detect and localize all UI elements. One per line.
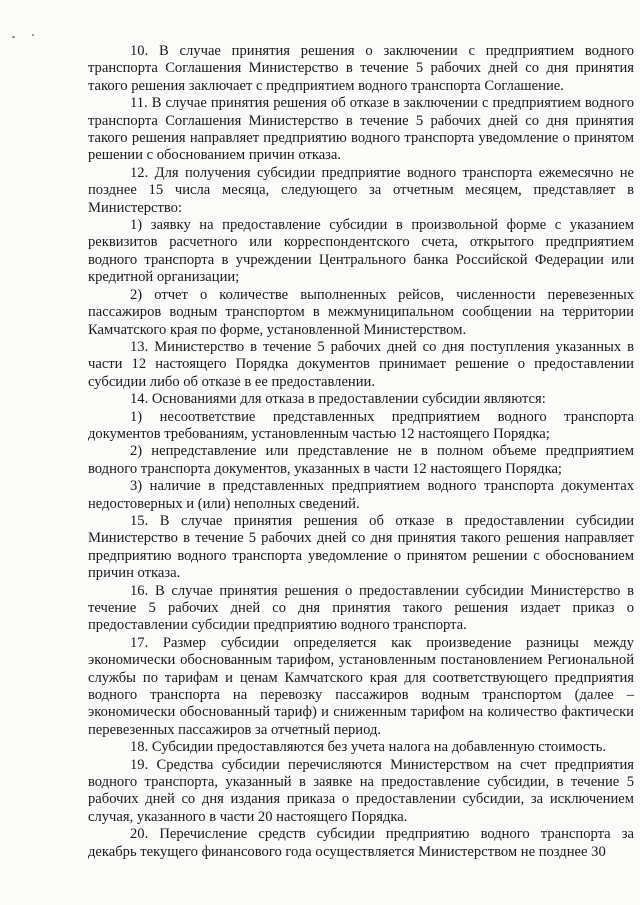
- paragraph-13: 13. Министерство в течение 5 рабочих дней со дня поступления указанных в части 12 настоящего Порядка документов принимает решение о предоставлении субсидии либо об отказе в ее предоставлении.: [88, 338, 634, 390]
- scan-speck: [32, 34, 34, 36]
- paragraph-15: 15. В случае принятия решения об отказе в предоставлении субсидии Министерство в течение 5 рабочих дней со дня принятия такого решения направляет предприятию водного транспорта уведомление о принятом решении с обоснованием причин отказа.: [88, 512, 634, 582]
- paragraph-10: 10. В случае принятия решения о заключении с предприятием водного транспорта Соглашения Министерство в течение 5 рабочих дней со дня принятия такого решения заключает с предприятием водного транспорта Соглашение.: [88, 43, 634, 94]
- paragraph-12-item-1: 1) заявку на предоставление субсидии в произвольной форме с указанием реквизитов расчетного или корреспондентского счета, открытого предприятием водного транспорта в учреждении Центрального банка Российской Федерации или кредитной организации;: [88, 217, 634, 286]
- paragraph-14: 14. Основаниями для отказа в предоставлении субсидии являются:: [130, 391, 546, 408]
- paragraph-19: 19. Средства субсидии перечисляются Министерством на счет предприятия водного транспорта, указанный в заявке на предоставление субсидии, в течение 5 рабочих дней со дня издания приказа о предоставлении субсидии, за исключением случая, указанного в части 20 настоящего Порядка.: [88, 756, 634, 825]
- document-body: [88, 43, 634, 861]
- scan-speck: [12, 36, 15, 38]
- paragraph-12: 12. Для получения субсидии предприятие водного транспорта ежемесячно не позднее 15 числа месяца, следующего за отчетным месяцем, представляет в Министерство:: [88, 164, 634, 216]
- paragraph-14-item-3: 3) наличие в представленных предприятием водного транспорта документах недостоверных и (или) неполных сведений.: [88, 478, 634, 512]
- paragraph-14-item-2: 2) непредставление или представление не в полном объеме предприятием водного транспорта документов, указанных в части 12 настоящего Порядка;: [88, 443, 634, 477]
- paragraph-17: 17. Размер субсидии определяется как произведение разницы между экономически обоснованным тарифом, установленным постановлением Региональной службы по тарифам и ценам Камчатского края для соответствующего предприятия водного транспорта на перевозку пассажиров водным транспортом (далее – экономически обоснованный тариф) и сниженным тарифом на количество фактически перевезенных пассажиров за отчетный период.: [88, 634, 634, 738]
- paragraph-20: 20. Перечисление средств субсидии предприятию водного транспорта за декабрь текущего финансового года осуществляется Министерством не позднее 30: [88, 826, 634, 860]
- paragraph-12-item-2: 2) отчет о количестве выполненных рейсов, численности перевезенных пассажиров водным транспортом в межмуниципальном сообщении на территории Камчатского края по форме, установленной Министерством.: [88, 286, 634, 338]
- paragraph-11: 11. В случае принятия решения об отказе в заключении с предприятием водного транспорта Соглашения Министерство в течение 5 рабочих дней со дня принятия такого решения направляет предприятию водного транспорта уведомление о принятом решении с обоснованием причин отказа.: [88, 95, 634, 164]
- paragraph-14-item-1: 1) несоответствие представленных предприятием водного транспорта документов требованиям, установленным частью 12 настоящего Порядка;: [88, 408, 634, 442]
- paragraph-18: 18. Субсидии предоставляются без учета налога на добавленную стоимость.: [130, 739, 607, 756]
- paragraph-16: 16. В случае принятия решения о предоставлении субсидии Министерство в течение 5 рабочих дней со дня принятия такого решения издает приказ о предоставлении субсидии предприятию водного транспорта.: [88, 582, 634, 634]
